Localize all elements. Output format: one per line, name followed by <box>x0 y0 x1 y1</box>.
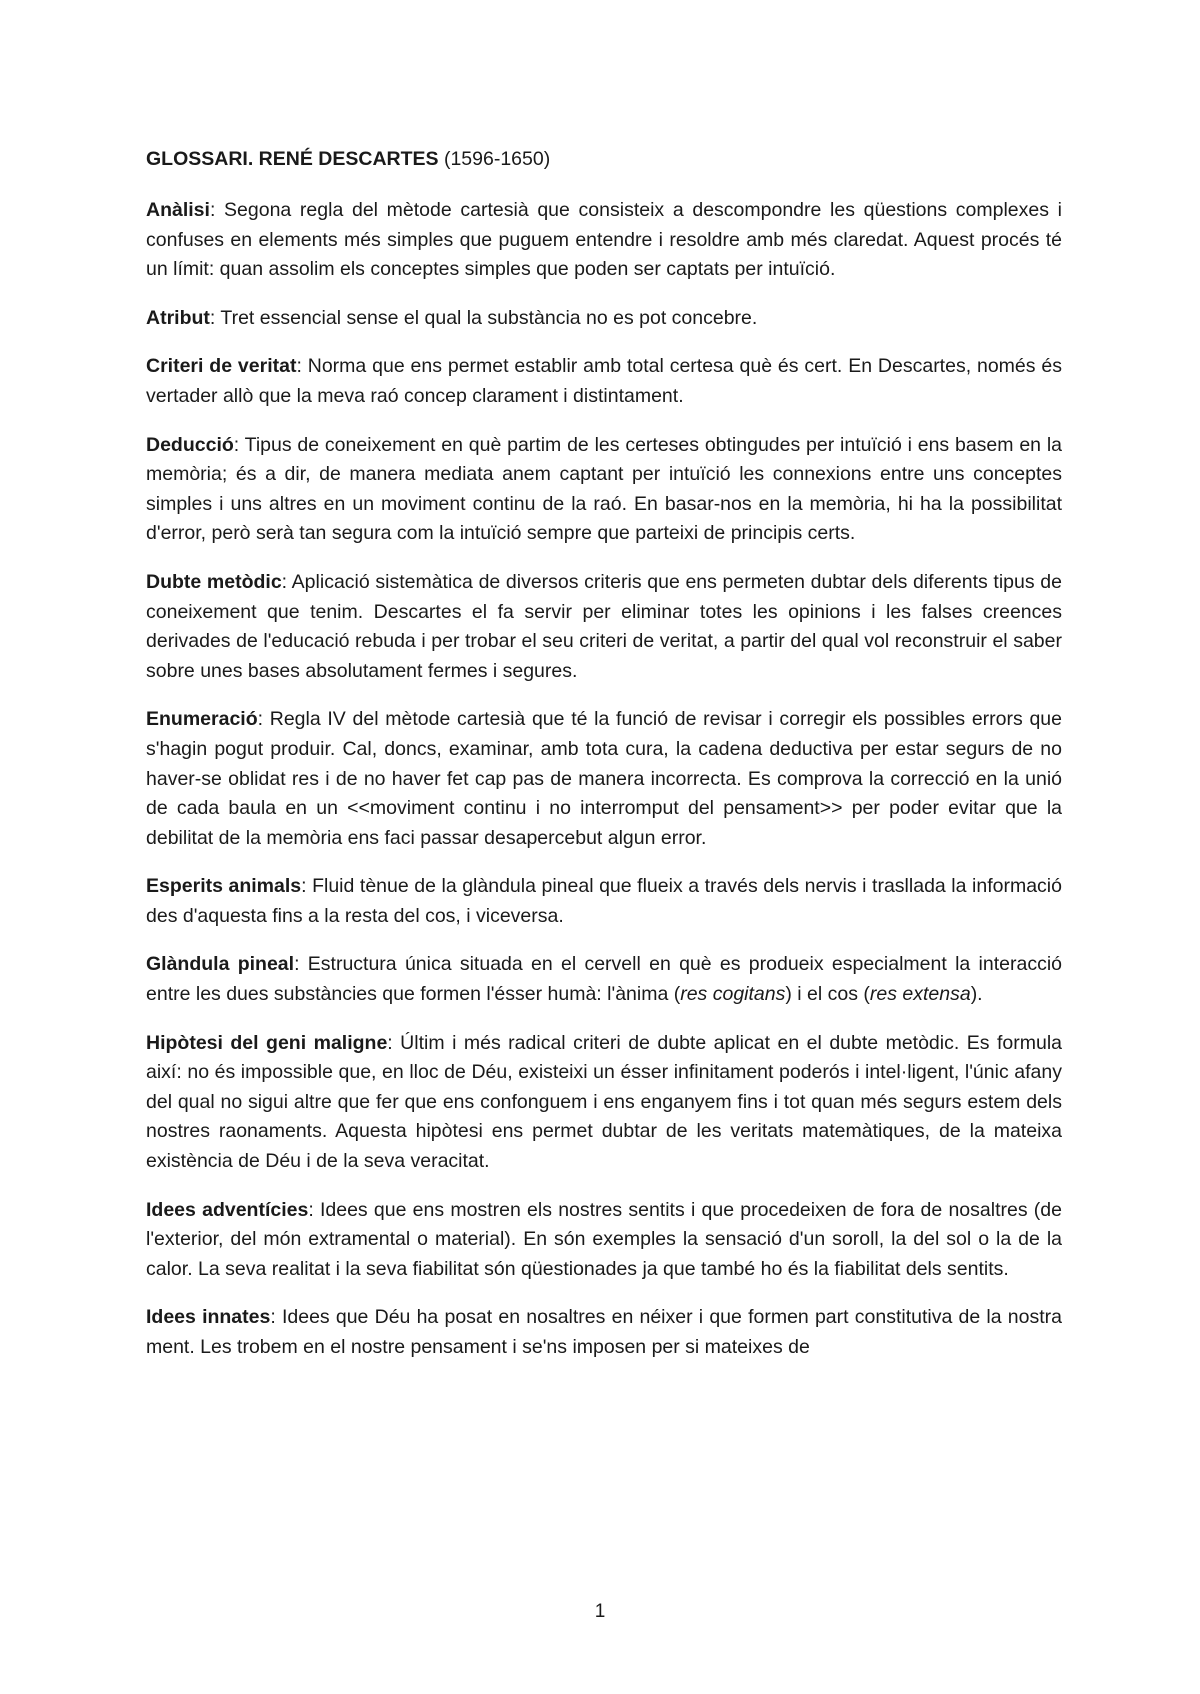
glossary-entry <box>146 872 1062 931</box>
definition-text: : Regla IV del mètode cartesià que té la funció de revisar i corregir els possibles errors que s'hagin pogut produir. Cal, doncs, examinar, amb tota cura, la cadena deductiva per estar segurs de no haver-se oblidat res i de no haver fet cap pas de manera incorrecta. Es comprova la correcció en la unió de cada baula en un <<moviment continu i no interromput del pensament>> per poder evitar que la debilitat de la memòria ens faci passar desapercebut algun error. <box>146 708 1062 849</box>
title-dates: (1596-1650) <box>438 148 551 170</box>
glossary-term: Idees adventícies <box>146 1198 309 1221</box>
glossary-term: Idees innates <box>146 1306 271 1329</box>
definition-text: : Estructura única situada en el cervell en què es produeix especialment la interacció entre les dues substàncies que formen l'ésser humà: l'ànima ( <box>146 953 1062 1006</box>
page-number: 1 <box>594 1601 606 1622</box>
title-main: GLOSSARI. RENÉ DESCARTES <box>146 148 439 170</box>
glossary-term: Esperits animals <box>146 875 302 898</box>
definition-text: : Idees que Déu ha posat en nosaltres en néixer i que formen part constitutiva de la nostra ment. Les trobem en el nostre pensament i se'ns imposen per si mateixes de <box>146 1306 1062 1358</box>
definition-text: : Tret essencial sense el qual la substància no es pot concebre. <box>209 306 758 329</box>
document-title <box>146 144 1062 174</box>
glossary-term: Atribut <box>146 306 210 329</box>
definition-text: : Aplicació sistemàtica de diversos criteris que ens permeten dubtar dels diferents tipus de coneixement que tenim. Descartes el fa servir per eliminar totes les opinions i les falses creences derivades de l'educació rebuda i per trobar el seu criteri de veritat, a partir del qual vol reconstruir el saber sobre unes bases absolutament fermes i segures. <box>146 570 1062 682</box>
glossary-term: Glàndula pineal <box>146 953 295 976</box>
glossary-term: Anàlisi <box>146 199 210 221</box>
definition-text: : Idees que ens mostren els nostres sentits i que procedeixen de fora de nosaltres (de l'exterior, del món extramental o material). En són exemples la sensació d'un soroll, la del sol o la de la calor. La seva realitat i la seva fiabilitat són qüestionades ja que també ho és la fiabilitat dels sentits. <box>146 1198 1062 1280</box>
glossary-term: Enumeració <box>146 708 258 731</box>
glossary-entry <box>146 568 1062 686</box>
glossary-entry <box>146 1196 1062 1285</box>
glossary-entry <box>146 352 1062 411</box>
glossary-term: Dubte metòdic <box>146 570 282 593</box>
definition-text: ). <box>970 983 983 1006</box>
definition-italic-text: res cogitans <box>680 983 786 1006</box>
definition-text: ) i el cos ( <box>785 983 870 1006</box>
definition-text: : Últim i més radical criteri de dubte aplicat en el dubte metòdic. Es formula així: no és impossible que, en lloc de Déu, existeixi un ésser infinitament poderós i intel·ligent, l'únic afany del qual no sigui altre que fer que ens confonguem i ens enganyem fins i tot quan més segurs estem dels nostres raonaments. Aquesta hipòtesi ens permet dubtar de les veritats matemàtiques, de la mateixa existència de Déu i de la seva veracitat. <box>146 1031 1063 1173</box>
definition-text: : Norma que ens permet establir amb total certesa què és cert. En Descartes, només és vertader allò que la meva raó concep clarament i distintament. <box>146 355 1062 407</box>
glossary-entry <box>146 705 1062 853</box>
glossary-entry <box>146 431 1062 549</box>
document-page <box>146 144 1062 1382</box>
glossary-entries <box>146 196 1062 1363</box>
glossary-entry <box>146 196 1062 285</box>
definition-italic-text: res extensa <box>869 983 971 1006</box>
glossary-entry <box>146 1303 1062 1362</box>
glossary-term: Hipòtesi del geni maligne <box>146 1031 388 1054</box>
glossary-term: Deducció <box>146 433 234 456</box>
definition-text: : Segona regla del mètode cartesià que consisteix a descompondre les qüestions complexes i confuses en elements més simples que puguem entendre i resoldre amb més claredat. Aquest procés té un límit: quan assolim els conceptes simples que poden ser captats per intuïció. <box>146 199 1062 281</box>
glossary-entry <box>146 950 1062 1009</box>
definition-text: : Tipus de coneixement en què partim de les certeses obtingudes per intuïció i ens basem en la memòria; és a dir, de manera mediata anem captant per intuïció les connexions entre uns conceptes simples i uns altres en un moviment continu de la raó. En basar-nos en la memòria, hi ha la possibilitat d'error, però serà tan segura com la intuïció sempre que parteixi de principis certs. <box>146 433 1062 545</box>
glossary-entry <box>146 304 1062 334</box>
definition-text: : Fluid tènue de la glàndula pineal que flueix a través dels nervis i trasllada la informació des d'aquesta fins a la resta del cos, i viceversa. <box>146 875 1062 927</box>
glossary-term: Criteri de veritat <box>146 355 297 378</box>
glossary-entry <box>146 1029 1062 1177</box>
